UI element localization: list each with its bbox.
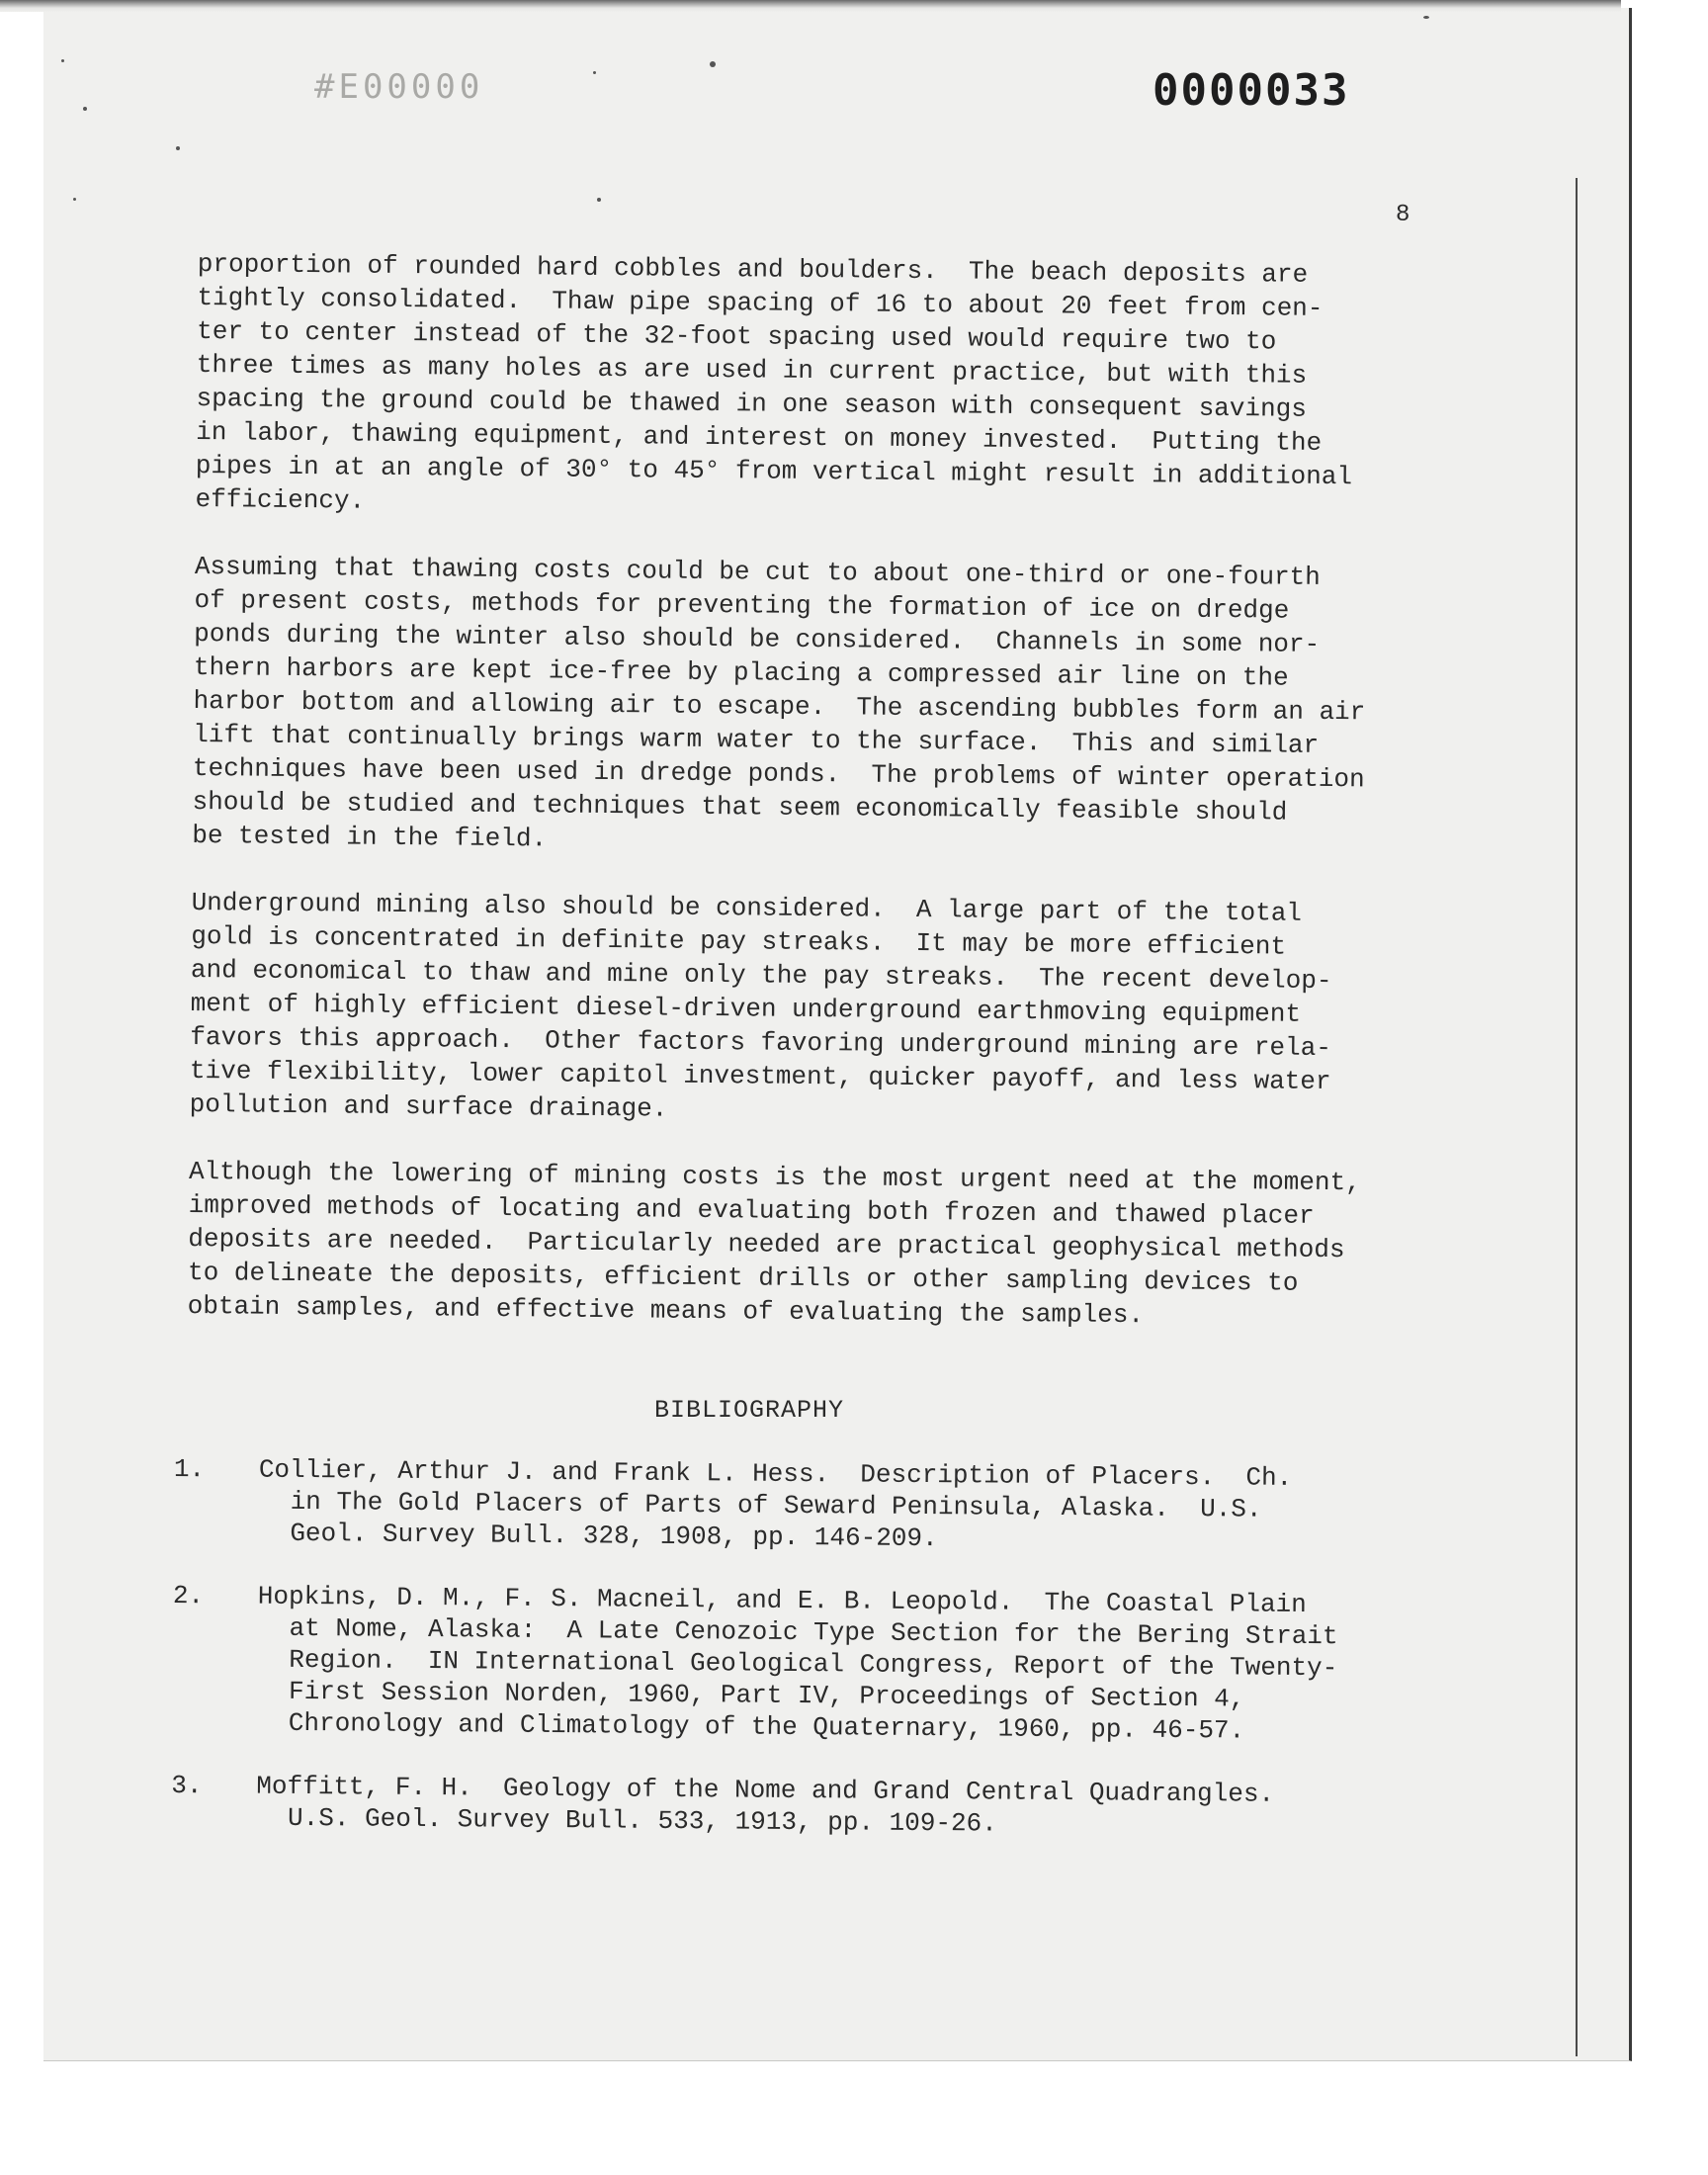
text-line: gold is concentrated in definite pay streaks. It may be more efficient: [191, 920, 1287, 962]
text-line: spacing the ground could be thawed in one season with consequent savings: [196, 383, 1308, 424]
entry-line: Collier, Arthur J. and Frank L. Hess. Description of Placers. Ch.: [258, 1454, 1293, 1493]
scan-edge-streak: [0, 0, 1621, 12]
paragraph: [192, 550, 1460, 864]
entry-line: Region. IN International Geological Congress, Report of the Twenty-: [289, 1644, 1338, 1684]
paragraph: [190, 886, 1457, 1133]
entry-line: at Nome, Alaska: A Late Cenozoic Type Section for the Bering Strait: [289, 1612, 1338, 1652]
paragraph: [195, 247, 1463, 528]
text-line: in labor, thawing equipment, and interest on money invested. Putting the: [196, 416, 1323, 458]
text-line: efficiency.: [195, 483, 366, 516]
text-line: tightly consolidated. Thaw pipe spacing of 16 to about 20 feet from cen-: [197, 282, 1324, 323]
text-line: obtain samples, and effective means of evaluating the samples.: [187, 1290, 1145, 1331]
text-line: lift that continually brings warm water to the surface. This and similar: [193, 719, 1320, 760]
text-line: improved methods of locating and evaluating both frozen and thawed placer: [188, 1189, 1315, 1231]
document-number-stamp: 0000033: [1153, 65, 1350, 116]
scan-speck: [597, 198, 601, 202]
scan-speck: [83, 107, 87, 111]
entry-line: U.S. Geol. Survey Bull. 533, 1913, pp. 109-26.: [287, 1802, 997, 1839]
bibliography-entry: [173, 1453, 1459, 1558]
text-line: three times as many holes as are used in current practice, but with this: [196, 349, 1308, 391]
text-line: Although the lowering of mining costs is the most urgent need at the moment,: [188, 1156, 1361, 1198]
text-line: tive flexibility, lower capitol investment, quicker payoff, and less water: [189, 1055, 1331, 1097]
bibliography-heading: BIBLIOGRAPHY: [654, 1396, 845, 1425]
paragraph: [188, 1155, 1455, 1335]
entry-line: First Session Norden, 1960, Part IV, Proceedings of Section 4,: [288, 1676, 1245, 1714]
entry-number: 2.: [172, 1580, 205, 1611]
entry-line: Moffitt, F. H. Geology of the Nome and Grand Central Quadrangles.: [256, 1771, 1275, 1809]
text-line: harbor bottom and allowing air to escape. The ascending bubbles form an air: [193, 685, 1366, 728]
scan-speck: [710, 61, 716, 67]
entry-number: 1.: [173, 1454, 206, 1485]
text-line: ponds during the winter also should be considered. Channels in some nor-: [194, 618, 1321, 659]
scan-speck: [593, 71, 596, 74]
entry-line: Chronology and Climatology of the Quaternary, 1960, pp. 46-57.: [288, 1707, 1245, 1746]
entry-line: in The Gold Placers of Parts of Seward Peninsula, Alaska. U.S.: [290, 1486, 1262, 1524]
page-number: 8: [1396, 202, 1410, 228]
text-line: thern harbors are kept ice-free by placing a compressed air line on the: [193, 652, 1289, 693]
text-line: should be studied and techniques that seem economically feasible should: [192, 786, 1288, 827]
text-line: pollution and surface drainage.: [189, 1088, 668, 1124]
entry-number: 3.: [171, 1770, 203, 1801]
bibliography-entry: [172, 1580, 1458, 1748]
entry-line: Geol. Survey Bull. 328, 1908, pp. 146-209.: [290, 1518, 938, 1554]
scan-speck: [1423, 16, 1429, 19]
text-line: and economical to thaw and mine only the pay streaks. The recent develop-: [190, 954, 1332, 997]
scan-margin-rule: [1576, 178, 1578, 2056]
bibliography-entry: [171, 1770, 1456, 1843]
text-line: Assuming that thawing costs could be cut to about one-third or one-fourth: [194, 551, 1321, 592]
text-line: proportion of rounded hard cobbles and boulders. The beach deposits are: [197, 248, 1309, 290]
text-line: be tested in the field.: [192, 820, 548, 854]
text-line: deposits are needed. Particularly needed are practical geophysical methods: [188, 1223, 1345, 1265]
document-stamp-left: #E00000: [314, 67, 484, 107]
scan-speck: [61, 59, 64, 62]
text-line: Underground mining also should be considered. A large part of the total: [191, 887, 1303, 928]
text-line: to delineate the deposits, efficient drills or other sampling devices to: [187, 1257, 1299, 1298]
scan-speck: [73, 198, 76, 201]
text-line: of present costs, methods for preventing the formation of ice on dredge: [194, 584, 1290, 626]
bibliography-list: [171, 1453, 1459, 1874]
scan-speck: [176, 146, 180, 150]
entry-line: Hopkins, D. M., F. S. Macneil, and E. B. Leopold. The Coastal Plain: [257, 1581, 1307, 1620]
text-line: pipes in at an angle of 30° to 45° from vertical might result in additional: [195, 450, 1353, 492]
body-text: [187, 247, 1463, 1368]
text-line: ment of highly efficient diesel-driven underground earthmoving equipment: [190, 988, 1302, 1029]
text-line: favors this approach. Other factors favoring underground mining are rela-: [190, 1021, 1332, 1064]
text-line: techniques have been used in dredge ponds. The problems of winter operation: [192, 752, 1365, 795]
text-line: ter to center instead of the 32-foot spacing used would require two to: [197, 315, 1277, 357]
